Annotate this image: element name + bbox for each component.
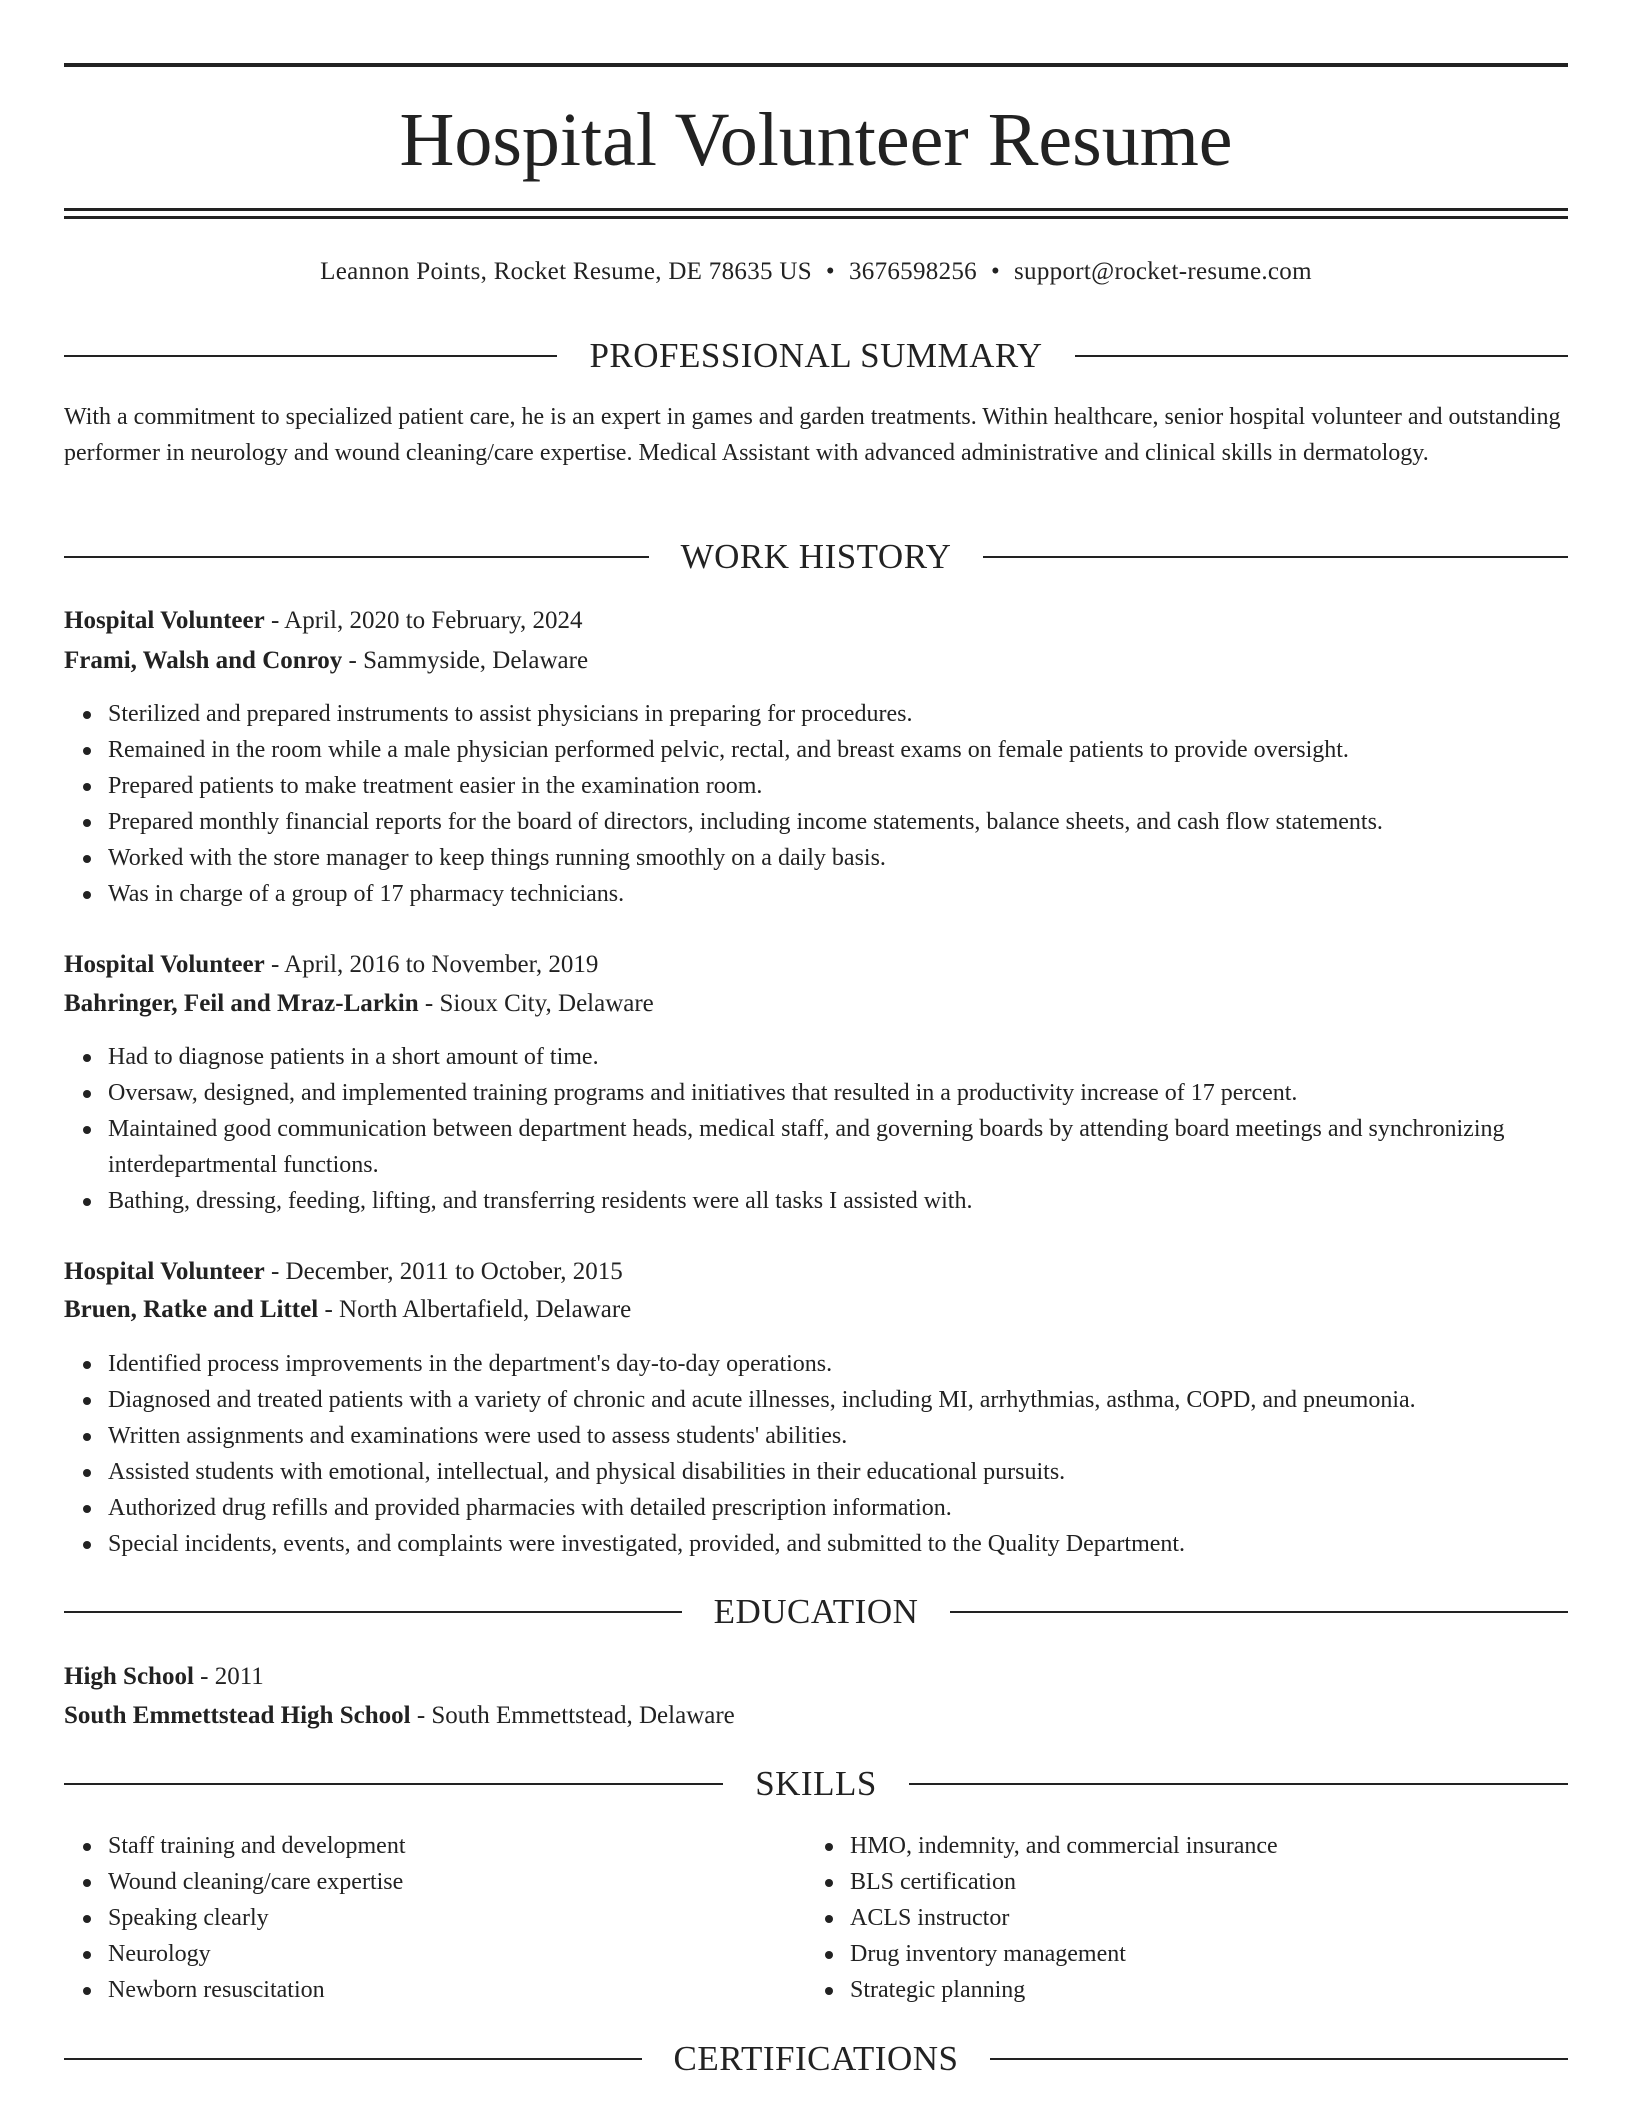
education-degree: High School [64, 1663, 194, 1690]
heading-rule [990, 2058, 1568, 2060]
title-rule-lower [64, 216, 1568, 219]
list-item: Diagnosed and treated patients with a variety of chronic and acute illnesses, including MI, arrhythmias, asthma, COPD, and pneumonia. [108, 1382, 1568, 1418]
job-bullets [64, 696, 1568, 912]
section-title: WORK HISTORY [680, 537, 952, 576]
contact-separator: • [825, 258, 835, 285]
job-bullets [64, 1039, 1568, 1219]
education-year: - 2011 [193, 1663, 264, 1690]
list-item: Prepared patients to make treatment easier in the examination room. [108, 768, 1568, 804]
heading-rule [64, 556, 649, 558]
skill-item: Staff training and development [108, 1828, 1568, 1864]
section-heading-work [64, 535, 1568, 579]
education-location: - South Emmettstead, Delaware [410, 1702, 735, 1729]
job-dates: - April, 2020 to February, 2024 [264, 607, 583, 634]
contact-line [64, 255, 1568, 289]
job-title-line [64, 1254, 1568, 1290]
list-item: Written assignments and examinations were used to assess students' abilities. [108, 1418, 1568, 1454]
skill-item: HMO, indemnity, and commercial insurance [850, 1828, 1632, 1864]
list-item: Assisted students with emotional, intellectual, and physical disabilities in their educational pursuits. [108, 1454, 1568, 1490]
section-title: CERTIFICATIONS [673, 2039, 959, 2078]
job-company: Bruen, Ratke and Littel [64, 1296, 319, 1323]
job-location: - Sioux City, Delaware [418, 990, 654, 1017]
job-dates: - December, 2011 to October, 2015 [264, 1258, 623, 1285]
job-company-line [64, 986, 1568, 1022]
job-company: Bahringer, Feil and Mraz-Larkin [64, 990, 419, 1017]
contact-email: support@rocket-resume.com [1014, 258, 1312, 285]
job-title: Hospital Volunteer [64, 951, 265, 978]
list-item: Remained in the room while a male physician performed pelvic, rectal, and breast exams on female patients to provide oversight. [108, 732, 1568, 768]
summary-text: With a commitment to specialized patient care, he is an expert in games and garden treatments. Within healthcare, senior hospital volunteer and outstanding performer in neurology and wound cleaning/care expertise. Medical Assistant with advanced administrative and clinical skills in dermatology. [64, 404, 1561, 466]
job-title: Hospital Volunteer [64, 1258, 265, 1285]
heading-rule [64, 2058, 642, 2060]
section-heading-skills [64, 1762, 1568, 1806]
list-item: Bathing, dressing, feeding, lifting, and transferring residents were all tasks I assisted with. [108, 1183, 1568, 1219]
section-heading-certifications [64, 2037, 1568, 2081]
contact-phone: 3676598256 [848, 258, 977, 285]
top-rule [64, 63, 1568, 67]
job-company-line [64, 1292, 1568, 1328]
list-item: Prepared monthly financial reports for the board of directors, including income statements, balance sheets, and cash flow statements. [108, 804, 1568, 840]
heading-rule [950, 1611, 1568, 1613]
job-location: - North Albertafield, Delaware [318, 1296, 632, 1323]
section-title: SKILLS [755, 1764, 877, 1803]
skill-item: Strategic planning [850, 1972, 1632, 2008]
job-title-line [64, 603, 1568, 639]
list-item: Had to diagnose patients in a short amount of time. [108, 1039, 1568, 1075]
job-title-line [64, 947, 1568, 983]
section-heading-education [64, 1590, 1568, 1634]
list-item: Maintained good communication between department heads, medical staff, and governing boards by attending board meetings and synchronizing interdepartmental functions. [108, 1111, 1568, 1183]
heading-rule [983, 556, 1568, 558]
list-item: Special incidents, events, and complaints were investigated, provided, and submitted to the Quality Department. [108, 1526, 1568, 1562]
list-item: Oversaw, designed, and implemented training programs and initiatives that resulted in a productivity increase of 17 percent. [108, 1075, 1568, 1111]
education-degree-line [64, 1659, 1568, 1695]
job-company: Frami, Walsh and Conroy [64, 647, 343, 674]
skill-item: ACLS instructor [850, 1900, 1632, 1936]
heading-rule [1075, 355, 1568, 357]
skill-item: Speaking clearly [108, 1900, 1568, 1936]
skill-item: Neurology [108, 1936, 1568, 1972]
job-location: - Sammyside, Delaware [342, 647, 589, 674]
skill-item: BLS certification [850, 1864, 1632, 1900]
section-title: EDUCATION [713, 1592, 919, 1631]
list-item: Identified process improvements in the department's day-to-day operations. [108, 1346, 1568, 1382]
heading-rule [64, 1783, 723, 1785]
skill-item: Newborn resuscitation [108, 1972, 1568, 2008]
job-title: Hospital Volunteer [64, 607, 265, 634]
skills-list-right [806, 1828, 1632, 2008]
skill-item: Wound cleaning/care expertise [108, 1864, 1568, 1900]
section-heading-summary [64, 334, 1568, 378]
job-company-line [64, 643, 1568, 679]
education-school: South Emmettstead High School [64, 1702, 411, 1729]
education-school-line [64, 1698, 1568, 1734]
contact-address: Leannon Points, Rocket Resume, DE 78635 US [320, 258, 812, 285]
list-item: Authorized drug refills and provided pharmacies with detailed prescription information. [108, 1490, 1568, 1526]
list-item: Sterilized and prepared instruments to assist physicians in preparing for procedures. [108, 696, 1568, 732]
contact-separator: • [990, 258, 1001, 285]
list-item: Worked with the store manager to keep things running smoothly on a daily basis. [108, 840, 1568, 876]
heading-rule [64, 1611, 682, 1613]
job-dates: - April, 2016 to November, 2019 [264, 951, 599, 978]
list-item: Was in charge of a group of 17 pharmacy technicians. [108, 876, 1568, 912]
job-bullets [64, 1346, 1568, 1562]
page-title: Hospital Volunteer Resume [399, 98, 1233, 182]
heading-rule [909, 1783, 1568, 1785]
heading-rule [64, 355, 557, 357]
title-rule-upper [64, 208, 1568, 211]
skill-item: Drug inventory management [850, 1936, 1632, 1972]
section-title: PROFESSIONAL SUMMARY [589, 336, 1043, 375]
